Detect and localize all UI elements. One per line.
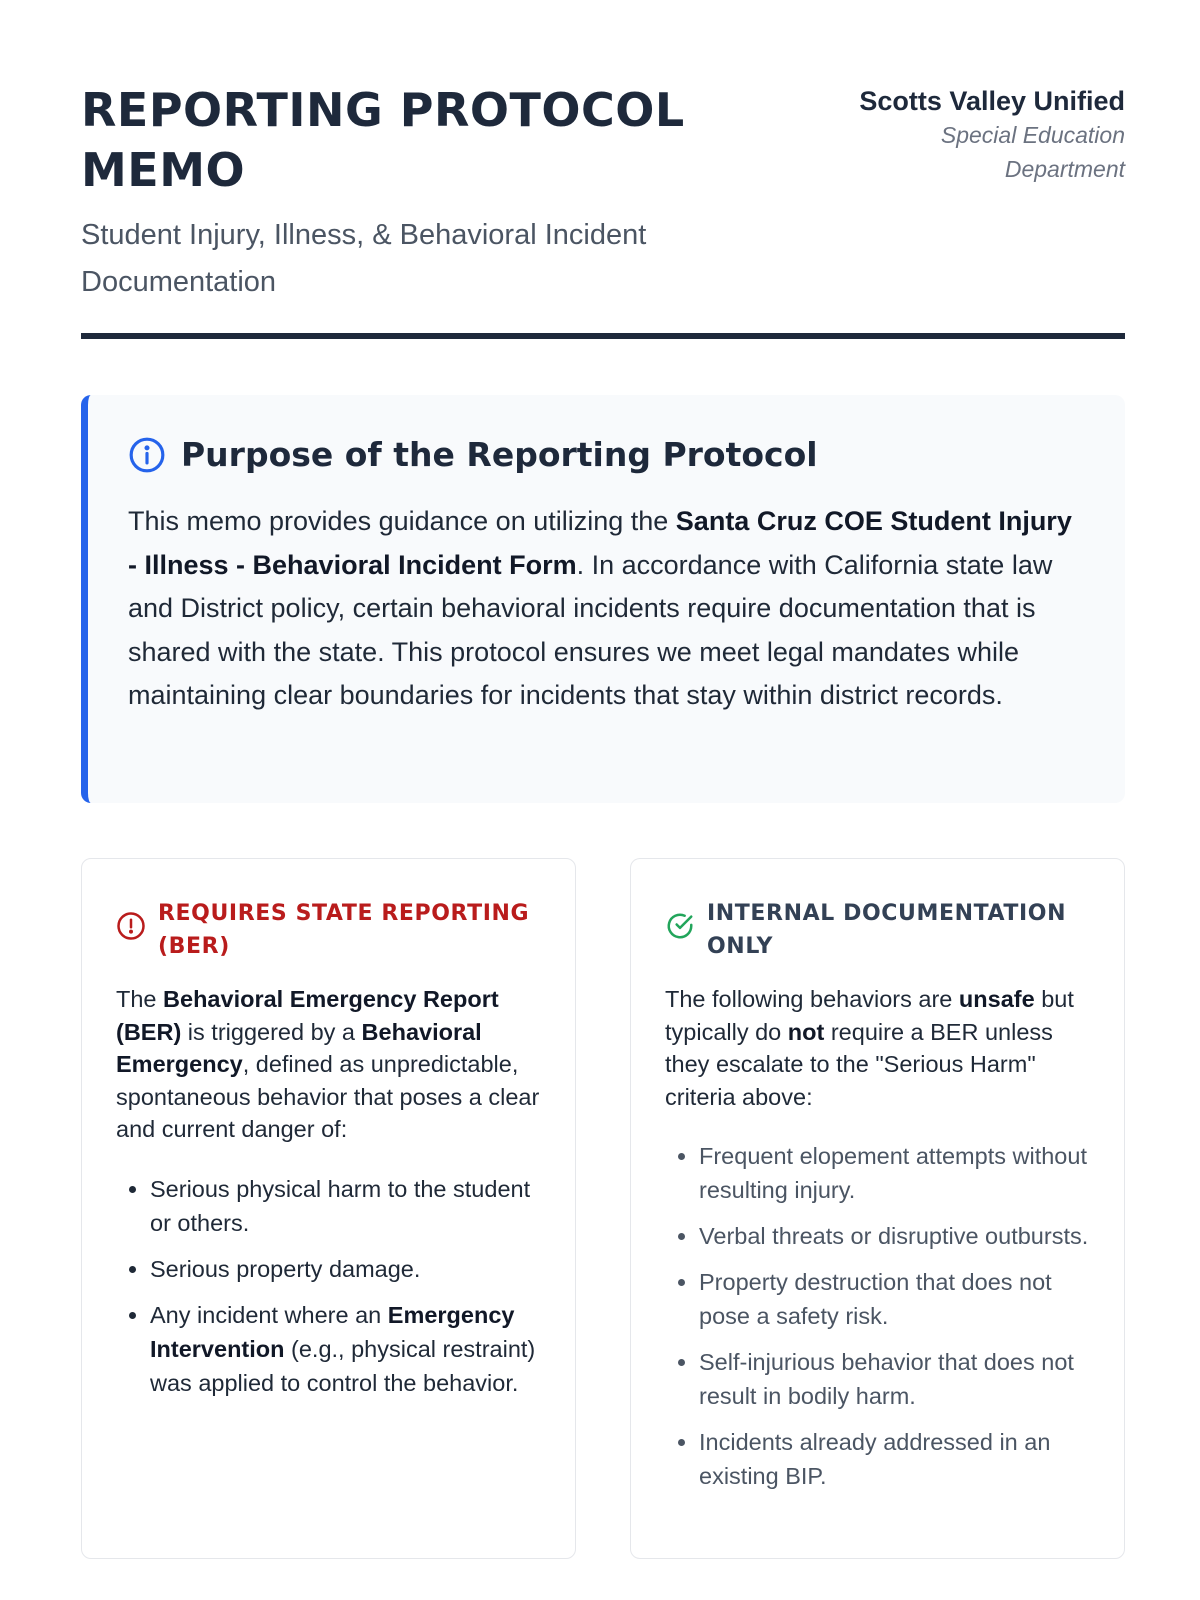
purpose-text-part: This memo provides guidance on utilizing the xyxy=(128,506,676,536)
intro-text: require a BER unless they escalate to the "Serious Harm" criteria above: xyxy=(665,1018,1053,1110)
list-item: • Self-injurious behavior that does not result in bodily harm. xyxy=(699,1345,1090,1413)
intro-bold: Behavioral Emergency Report (BER) xyxy=(116,986,499,1045)
purpose-header xyxy=(128,435,1085,474)
list-item: • Verbal threats or disruptive outbursts. xyxy=(699,1219,1090,1253)
list-item: • Frequent elopement attempts without resulting injury. xyxy=(699,1139,1090,1207)
state-reporting-card xyxy=(81,858,576,1559)
intro-text: The following behaviors are xyxy=(665,986,959,1012)
purpose-text xyxy=(128,500,1085,718)
organization-department: Special Education Department xyxy=(940,122,1125,182)
info-icon xyxy=(128,436,166,474)
intro-bold: not xyxy=(787,1018,825,1045)
intro-text: , defined as unpredictable, spontaneous behavior that poses a clear and current danger of: xyxy=(116,1051,540,1142)
list-item-text: Any incident where an xyxy=(150,1301,388,1328)
list-item: • Serious physical harm to the student or others. xyxy=(150,1172,541,1240)
state-reporting-header xyxy=(116,897,541,963)
intro-text: is triggered by a xyxy=(181,1018,362,1045)
organization-block xyxy=(859,84,1125,186)
page-subtitle: Student Injury, Illness, & Behavioral Incident Documentation xyxy=(81,219,647,298)
internal-documentation-list xyxy=(665,1139,1090,1493)
memo-header xyxy=(81,80,1125,306)
intro-bold: Behavioral Emergency xyxy=(116,1018,482,1077)
page-title: REPORTING PROTOCOL MEMO xyxy=(81,83,685,197)
state-reporting-list xyxy=(116,1172,541,1400)
state-reporting-intro xyxy=(116,983,541,1146)
list-item: • Property destruction that does not pose a safety risk. xyxy=(699,1265,1090,1333)
header-divider xyxy=(81,333,1125,339)
internal-documentation-card xyxy=(630,858,1125,1559)
purpose-text-part: . In accordance with California state law and District policy, certain behavioral incidents require documentation that is shared with the state. This protocol ensures we meet legal mandates while maintaining clear boundaries for incidents that stay within district records. xyxy=(128,549,1053,710)
form-name: Santa Cruz COE Student Injury - Illness - Behavioral Incident Form xyxy=(128,506,1072,580)
list-item-text: (e.g., physical restraint) was applied to control the behavior. xyxy=(150,1335,536,1396)
internal-documentation-intro xyxy=(665,983,1090,1113)
purpose-callout xyxy=(81,395,1125,803)
intro-text: but typically do xyxy=(665,986,1074,1045)
list-item: • Serious property damage. xyxy=(150,1252,541,1286)
alert-circle-icon xyxy=(116,911,146,941)
internal-documentation-header xyxy=(665,897,1090,963)
intro-bold: unsafe xyxy=(958,986,1035,1012)
list-item-bold: Emergency Intervention xyxy=(150,1301,515,1362)
internal-documentation-title: INTERNAL DOCUMENTATION ONLY xyxy=(707,901,1067,959)
organization-name: Scotts Valley Unified xyxy=(859,86,1125,116)
state-reporting-title: REQUIRES STATE REPORTING (BER) xyxy=(158,901,530,959)
check-circle-icon xyxy=(665,911,695,941)
purpose-title: Purpose of the Reporting Protocol xyxy=(181,435,818,474)
list-item: • Incidents already addressed in an existing BIP. xyxy=(699,1425,1090,1493)
intro-text: The xyxy=(116,986,164,1012)
list-item xyxy=(150,1298,541,1400)
